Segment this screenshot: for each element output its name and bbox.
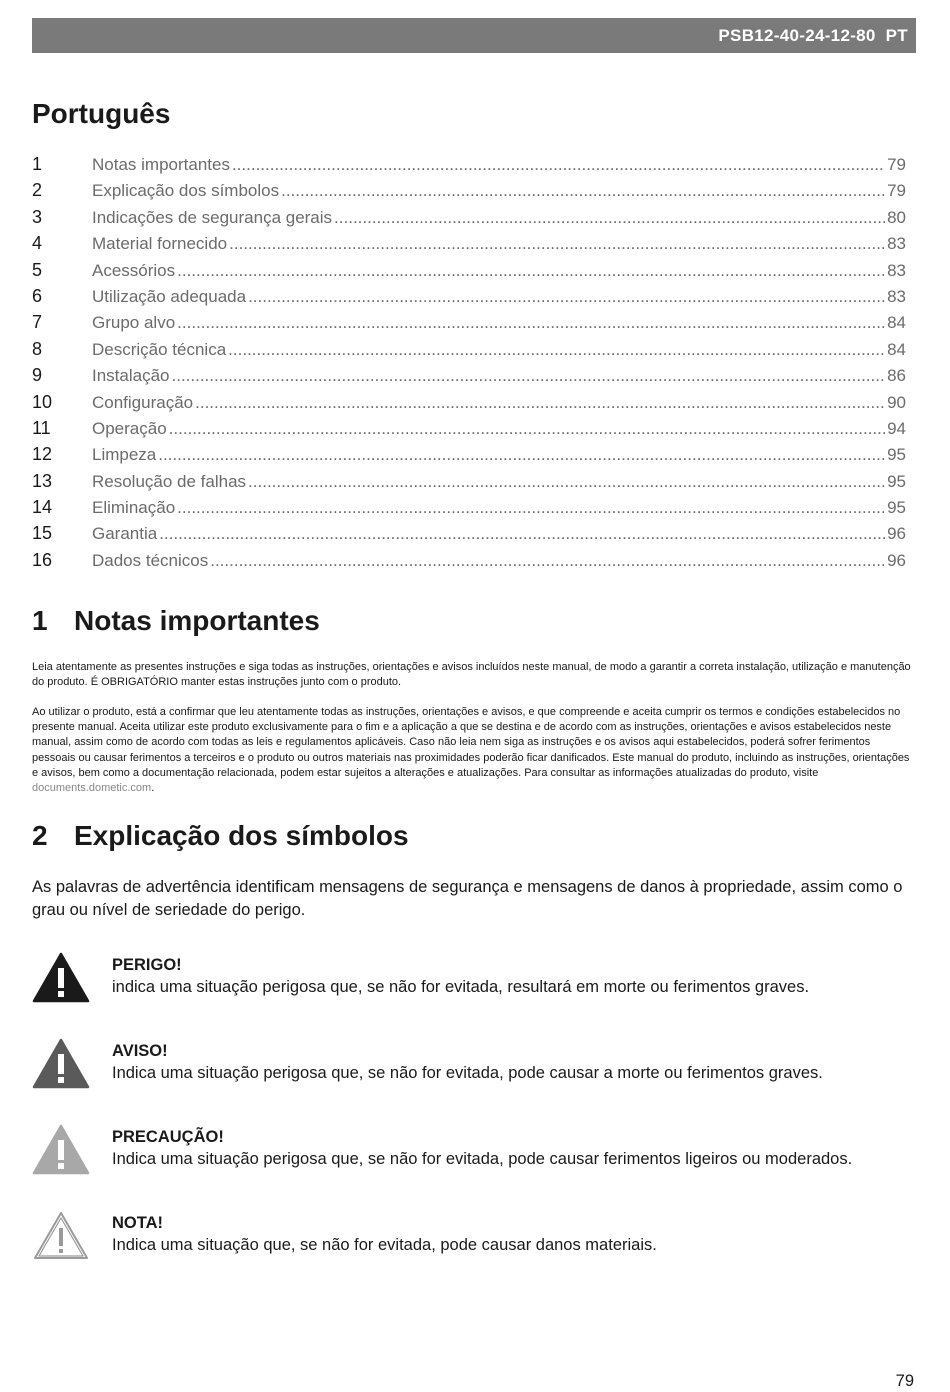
page-number: 79	[895, 1372, 914, 1390]
toc-entry-number: 3	[32, 206, 43, 227]
toc-leader-dots	[159, 524, 885, 544]
toc-entry[interactable]	[32, 339, 906, 365]
toc-entry[interactable]	[32, 286, 906, 312]
toc-entry-label: Eliminação	[92, 498, 176, 518]
toc-entry-page: 96	[887, 550, 906, 570]
toc-leader-dots	[248, 472, 885, 492]
important-notes-paragraph-1: Leia atentamente as presentes instruções e siga todas as instruções, orientações e avisos incluídos neste manual, de modo a garantir a correta instalação, utilização e manutenção do produto. É OBRIGATÓRIO manter estas instruções junto com o produto.	[32, 661, 911, 689]
toc-leader-dots	[172, 366, 886, 386]
toc-leader-dots	[177, 313, 885, 333]
toc-entry-page: 95	[887, 471, 906, 491]
toc-entry-label: Notas importantes	[92, 155, 230, 174]
toc-entry-number: 11	[32, 417, 51, 438]
warning-aviso-title: AVISO!	[112, 1042, 168, 1060]
toc-entry-page: 96	[887, 524, 906, 544]
toc-entry-page: 94	[887, 418, 906, 438]
section-1-heading	[32, 605, 320, 637]
symbols-intro-paragraph: As palavras de advertência identificam mensagens de segurança e mensagens de danos à propriedade, assim como o grau ou nível de seriedade do perigo.	[32, 878, 903, 919]
toc-entry[interactable]	[32, 233, 906, 259]
section-2-heading	[32, 820, 409, 852]
toc-entry-label: Grupo alvo	[92, 313, 176, 333]
warning-precaucao	[32, 1124, 916, 1178]
page-header-bar	[32, 18, 916, 53]
toc-entry-number: 5	[32, 259, 43, 280]
section-2-number: 2	[32, 820, 48, 851]
toc-entry-page: 80	[887, 207, 906, 227]
warning-precaucao-description: Indica uma situação perigosa que, se não for evitada, pode causar ferimentos ligeiros ou moderados.	[112, 1150, 853, 1168]
model-number: PSB12-40-24-12-80	[718, 25, 876, 45]
toc-leader-dots	[195, 393, 885, 413]
section-1-number: 1	[32, 605, 48, 636]
toc-entry-label: Explicação dos símbolos	[92, 181, 280, 201]
toc-entry-number: 13	[32, 470, 53, 491]
toc-entry-page: 83	[887, 260, 906, 280]
toc-entry[interactable]	[32, 550, 906, 576]
toc-entry-label: Configuração	[92, 392, 194, 412]
paragraph-2-end: .	[151, 782, 155, 795]
toc-entry-number: 12	[32, 444, 53, 465]
section-1-title: Notas importantes	[74, 605, 320, 636]
toc-entry[interactable]	[32, 523, 906, 549]
toc-entry-number: 10	[32, 391, 53, 412]
toc-entry-page: 86	[887, 366, 906, 386]
warning-perigo-description: indica uma situação perigosa que, se não for evitada, resultará em morte ou ferimentos graves.	[112, 978, 810, 996]
paragraph-2-text: Ao utilizar o produto, está a confirmar que leu atentamente todas as instruções, orientações e avisos, e que compreende e aceita cumprir os termos e condições estabelecidos no presente manual. Aceita utilizar este produto exclusivamente para o fim e a aplicação a que se destina e de acordo com as instruções, orientações e avisos estabelecidos neste manual, assim como de acordo com todas as leis e regulamentos aplicáveis. Caso não leia nem siga as instruções e os avisos aqui estabelecidos, poderá sofrer ferimentos pessoais ou causar ferimentos a terceiros e o produto ou outros materiais nas proximidades poderão ficar danificados. Este manual do produto, incluindo as instruções, orientações e avisos, bem como a documentação relacionada, podem estar sujeitos a alterações e atualizações. Para consultar as informações atualizadas do produto, visite	[32, 706, 910, 779]
toc-leader-dots	[177, 498, 885, 518]
warning-nota-description: Indica uma situação que, se não for evitada, pode causar danos materiais.	[112, 1236, 657, 1254]
toc-entry[interactable]	[32, 418, 906, 444]
toc-entry[interactable]	[32, 260, 906, 286]
table-of-contents	[32, 154, 906, 576]
notice-triangle-icon	[32, 1210, 90, 1262]
warning-precaucao-title: PRECAUÇÃO!	[112, 1128, 224, 1146]
toc-entry-label: Acessórios	[92, 260, 176, 280]
toc-entry-number: 1	[32, 154, 43, 174]
toc-entry-page: 79	[887, 181, 906, 201]
toc-entry-label: Resolução de falhas	[92, 471, 247, 491]
toc-entry[interactable]	[32, 180, 906, 206]
toc-entry-label: Material fornecido	[92, 234, 228, 254]
toc-leader-dots	[158, 445, 885, 465]
toc-leader-dots	[177, 261, 885, 281]
toc-entry[interactable]	[32, 207, 906, 233]
toc-leader-dots	[228, 340, 885, 360]
toc-leader-dots	[248, 287, 885, 307]
warning-nota	[32, 1210, 916, 1264]
toc-entry-label: Indicações de segurança gerais	[92, 207, 333, 227]
toc-entry-number: 2	[32, 180, 43, 201]
toc-entry[interactable]	[32, 471, 906, 497]
language-code: PT	[885, 25, 908, 45]
toc-entry[interactable]	[32, 154, 906, 180]
toc-entry-number: 4	[32, 233, 43, 254]
toc-entry[interactable]	[32, 444, 906, 470]
toc-leader-dots	[232, 155, 885, 175]
toc-entry-label: Descrição técnica	[92, 339, 227, 359]
toc-entry-label: Operação	[92, 418, 167, 438]
toc-leader-dots	[229, 234, 885, 254]
toc-entry-page: 95	[887, 498, 906, 518]
toc-entry-label: Dados técnicos	[92, 550, 209, 570]
toc-leader-dots	[334, 208, 885, 228]
toc-leader-dots	[281, 181, 885, 201]
warning-perigo	[32, 952, 916, 1006]
toc-entry-label: Limpeza	[92, 445, 157, 465]
warning-nota-title: NOTA!	[112, 1214, 164, 1232]
caution-triangle-icon	[32, 1124, 90, 1176]
toc-entry[interactable]	[32, 312, 906, 338]
toc-entry-page: 79	[887, 155, 906, 174]
warning-aviso	[32, 1038, 916, 1092]
danger-triangle-icon	[32, 952, 90, 1004]
toc-entry-number: 6	[32, 285, 43, 306]
toc-entry-label: Utilização adequada	[92, 286, 247, 306]
warning-perigo-title: PERIGO!	[112, 956, 182, 974]
toc-entry-number: 8	[32, 338, 43, 359]
toc-entry-page: 95	[887, 445, 906, 465]
toc-entry-label: Instalação	[92, 366, 170, 386]
toc-entry[interactable]	[32, 392, 906, 418]
section-2-title: Explicação dos símbolos	[74, 820, 409, 851]
toc-entry-number: 16	[32, 549, 53, 570]
toc-entry-number: 9	[32, 365, 43, 386]
toc-entry-page: 90	[887, 392, 906, 412]
toc-leader-dots	[210, 551, 885, 571]
warning-triangle-icon	[32, 1038, 90, 1090]
language-title: Português	[32, 98, 171, 129]
warning-aviso-description: Indica uma situação perigosa que, se não for evitada, pode causar a morte ou ferimentos graves.	[112, 1064, 823, 1082]
toc-entry-page: 84	[887, 339, 906, 359]
toc-entry[interactable]	[32, 365, 906, 391]
documents-link[interactable]: documents.dometic.com	[32, 782, 152, 795]
toc-entry-number: 15	[32, 523, 53, 544]
toc-entry-page: 83	[887, 234, 906, 254]
toc-entry-page: 84	[887, 313, 906, 333]
toc-entry[interactable]	[32, 497, 906, 523]
toc-entry-number: 7	[32, 312, 43, 333]
toc-entry-number: 14	[32, 497, 53, 518]
toc-entry-page: 83	[887, 286, 906, 306]
important-notes-paragraph-2	[32, 705, 916, 796]
toc-leader-dots	[169, 419, 885, 439]
toc-entry-label: Garantia	[92, 524, 158, 544]
